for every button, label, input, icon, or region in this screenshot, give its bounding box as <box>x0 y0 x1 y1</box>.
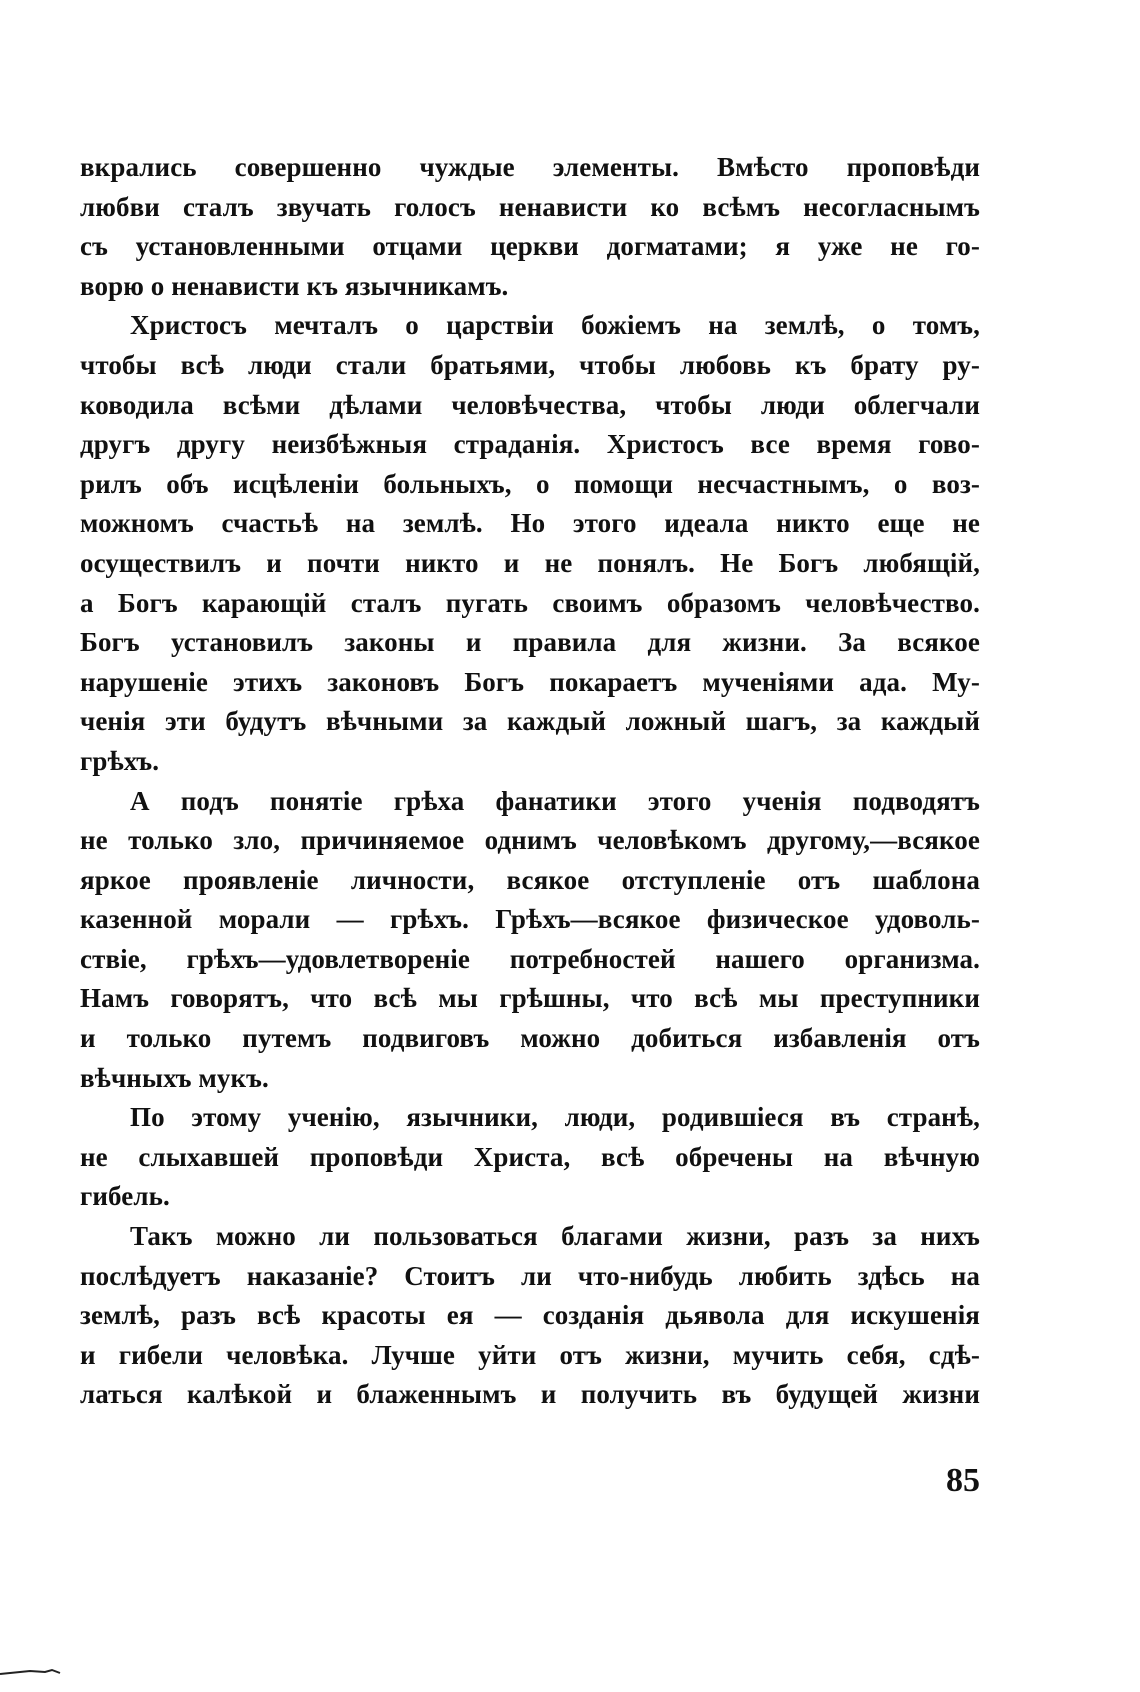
text-line: По этому ученію, язычники, люди, родившіеся въ странѣ, <box>130 1102 980 1133</box>
text-line: не только зло, причиняемое однимъ человѣкомъ другому,—всякое <box>80 825 980 856</box>
text-line: осуществилъ и почти никто и не понялъ. Не Богъ любящій, <box>80 547 980 578</box>
text-line: другъ другу неизбѣжныя страданія. Христосъ все время гово- <box>80 429 980 460</box>
paragraph-1 <box>80 148 980 306</box>
paragraph-2 <box>80 306 980 781</box>
text-line: Христосъ мечталъ о царствіи божіемъ на землѣ, о томъ, <box>130 310 980 341</box>
text-line: вѣчныхъ мукъ. <box>80 1062 269 1093</box>
text-line: а Богъ карающій сталъ пугать своимъ образомъ человѣчество. <box>80 587 980 618</box>
paragraph-4 <box>80 1098 980 1217</box>
text-line: послѣдуетъ наказаніе? Стоитъ ли что-нибудь любить здѣсь на <box>80 1260 980 1291</box>
text-line: Намъ говорятъ, что всѣ мы грѣшны, что всѣ мы преступники <box>80 983 980 1014</box>
text-line: рилъ объ исцѣленіи больныхъ, о помощи несчастнымъ, о воз- <box>80 468 980 499</box>
text-line: ствіе, грѣхъ—удовлетвореніе потребностей нашего организма. <box>80 943 980 974</box>
body-text <box>80 148 980 1415</box>
text-line: грѣхъ. <box>80 745 160 776</box>
text-line: вкрались совершенно чуждые элементы. Вмѣсто проповѣди <box>80 152 980 182</box>
scan-artifact <box>0 1668 70 1676</box>
text-line: яркое проявленіе личности, всякое отступленіе отъ шаблона <box>80 864 980 895</box>
page-number: 85 <box>946 1462 980 1499</box>
text-line: латься калѣкой и блаженнымъ и получить въ будущей жизни <box>80 1379 980 1410</box>
text-line: ворю о ненависти къ язычникамъ. <box>80 270 509 301</box>
text-line: нарушеніе этихъ законовъ Богъ покараетъ мученіями ада. Му- <box>80 666 980 697</box>
text-line: любви сталъ звучать голосъ ненависти ко всѣмъ несогласнымъ <box>80 191 980 222</box>
text-line: съ установленными отцами церкви догматами; я уже не го- <box>80 231 980 262</box>
text-line: землѣ, разъ всѣ красоты ея — созданія дьявола для искушенія <box>80 1300 980 1331</box>
text-line: ченія эти будутъ вѣчными за каждый ложный шагъ, за каждый <box>80 706 980 737</box>
text-line: и только путемъ подвиговъ можно добиться избавленія отъ <box>80 1023 980 1054</box>
text-line: казенной морали — грѣхъ. Грѣхъ—всякое физическое удоволь- <box>80 904 980 935</box>
text-line: Богъ установилъ законы и правила для жизни. За всякое <box>80 627 980 658</box>
text-line: Такъ можно ли пользоваться благами жизни, разъ за нихъ <box>130 1221 980 1252</box>
text-line: ководила всѣми дѣлами человѣчества, чтобы люди облегчали <box>80 389 980 420</box>
text-line: не слыхавшей проповѣди Христа, всѣ обречены на вѣчную <box>80 1141 980 1172</box>
paragraph-5 <box>80 1217 980 1415</box>
text-line: гибель. <box>80 1181 170 1212</box>
paragraph-3 <box>80 782 980 1099</box>
text-line: чтобы всѣ люди стали братьями, чтобы любовь къ брату ру- <box>80 349 980 380</box>
text-line: А подъ понятіе грѣха фанатики этого ученія подводятъ <box>130 785 980 816</box>
text-line: и гибели человѣка. Лучше уйти отъ жизни, мучить себя, сдѣ- <box>80 1339 980 1370</box>
text-line: можномъ счастьѣ на землѣ. Но этого идеала никто еще не <box>80 508 980 539</box>
